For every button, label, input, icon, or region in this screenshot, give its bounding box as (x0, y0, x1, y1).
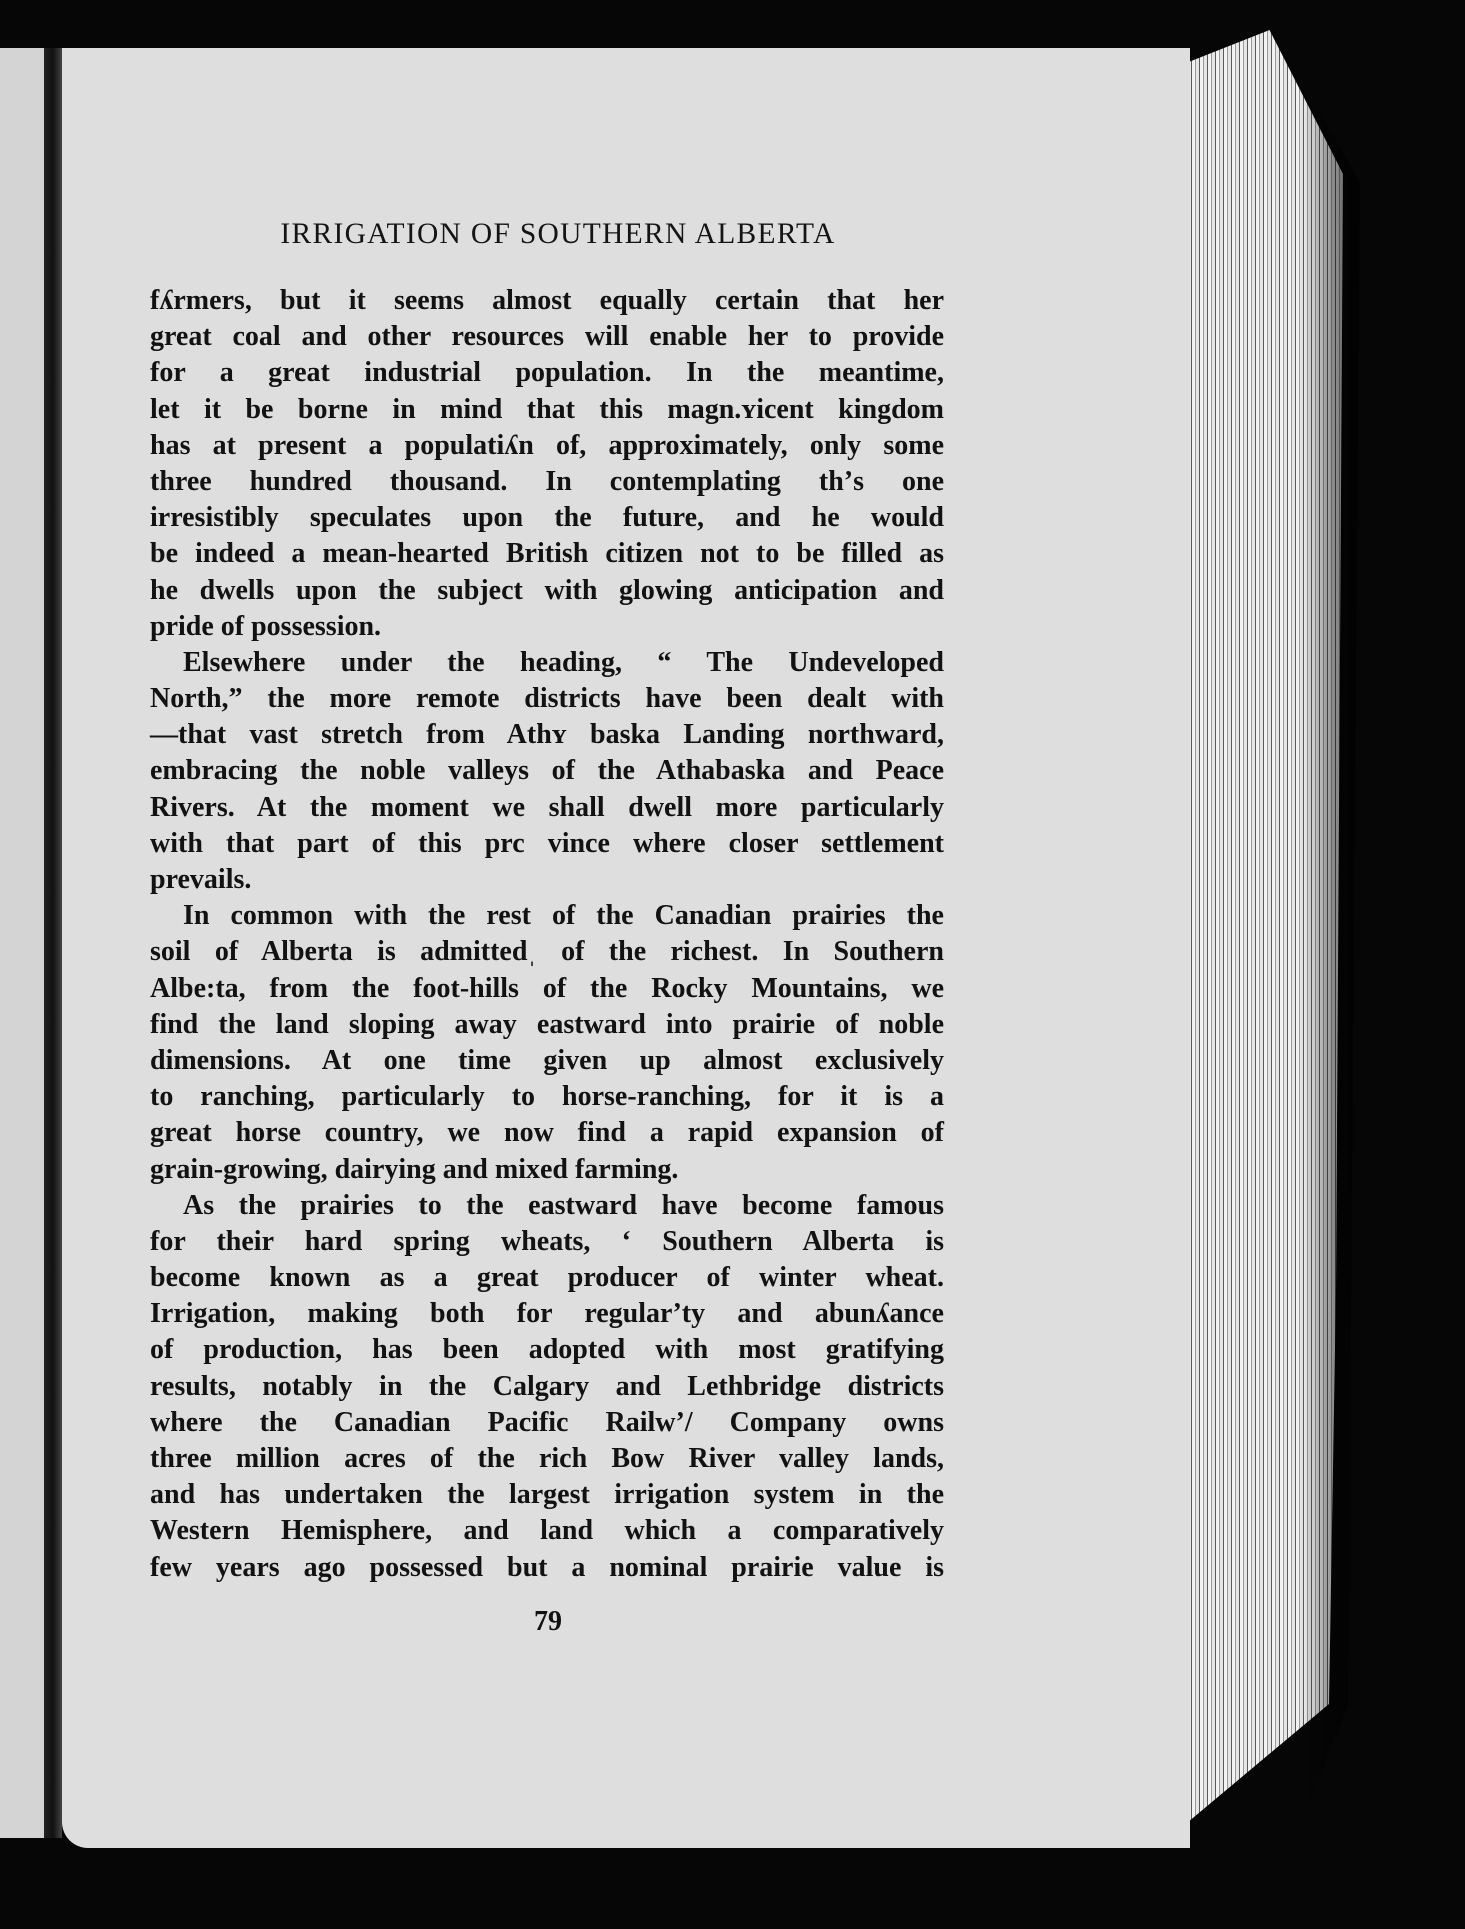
text-line: prevails. (150, 864, 252, 895)
text-line: Irrigation, making both for regularʼty and abunʎance (150, 1298, 944, 1330)
running-head: IRRIGATION OF SOUTHERN ALBERTA (280, 218, 836, 250)
text-line: and has undertaken the largest irrigation system in the (150, 1479, 944, 1511)
text-line: few years ago possessed but a nominal prairie value is (150, 1551, 944, 1583)
text-line: In common with the rest of the Canadian prairies the (183, 900, 944, 932)
gutter-shadow (44, 48, 62, 1838)
page-edges-shadow (1300, 40, 1360, 1830)
text-line: grain-growing, dairying and mixed farming. (150, 1153, 679, 1185)
text-line: fʎrmers, but it seems almost equally certain that her (150, 285, 944, 316)
text-line: soil of Alberta is admittedˌ of the richest. In Southern (150, 936, 944, 968)
text-line: where the Canadian Pacific Railwʼ/ Company owns (150, 1406, 944, 1438)
text-line: for their hard spring wheats, ʻ Southern Alberta is (150, 1225, 944, 1257)
text-line: three hundred thousand. In contemplating thʼs one (150, 465, 944, 497)
text-line: for a great industrial population. In the meantime, (150, 357, 944, 389)
text-line: Western Hemisphere, and land which a comparatively (150, 1515, 944, 1547)
text-line: be indeed a mean-hearted British citizen not to be filled as (150, 538, 944, 570)
text-line: North,” the more remote districts have been dealt with (150, 683, 944, 715)
text-line: pride of possession. (150, 610, 382, 642)
text-line: find the land sloping away eastward into prairie of noble (150, 1008, 944, 1040)
text-line: Rivers. At the moment we shall dwell more particularly (150, 791, 944, 823)
text-line: to ranching, particularly to horse-ranching, for it is a (150, 1081, 944, 1113)
text-line: —that vast stretch from Athʏ baska Landing northward, (150, 719, 944, 751)
text-line: great horse country, we now find a rapid expansion of (150, 1117, 944, 1149)
text-line: embracing the noble valleys of the Athabaska and Peace (150, 755, 944, 787)
text-line: let it be borne in mind that this magn.ʏicent kingdom (150, 393, 944, 425)
text-line: results, notably in the Calgary and Lethbridge districts (150, 1370, 944, 1402)
text-line: dimensions. At one time given up almost exclusively (150, 1044, 944, 1076)
text-line: great coal and other resources will enable her to provide (150, 321, 944, 353)
text-line: irresistibly speculates upon the future, and he would (150, 502, 944, 534)
text-line: As the prairies to the eastward have become famous (183, 1189, 944, 1221)
text-line: three million acres of the rich Bow River valley lands, (150, 1443, 944, 1474)
body-text (150, 283, 944, 1586)
page-number: 79 (534, 1606, 562, 1637)
text-line: has at present a populatiʎn of, approximately, only some (150, 429, 944, 461)
text-line: Elsewhere under the heading, “ The Undeveloped (183, 646, 944, 678)
text-line: become known as a great producer of winter wheat. (150, 1262, 944, 1294)
text-line: of production, has been adopted with most gratifying (150, 1334, 944, 1366)
text-line: Albe:ta, from the foot-hills of the Rocky Mountains, we (150, 972, 944, 1004)
text-line: with that part of this prc vince where closer settlement (150, 827, 944, 859)
text-line: he dwells upon the subject with glowing anticipation and (150, 574, 944, 606)
